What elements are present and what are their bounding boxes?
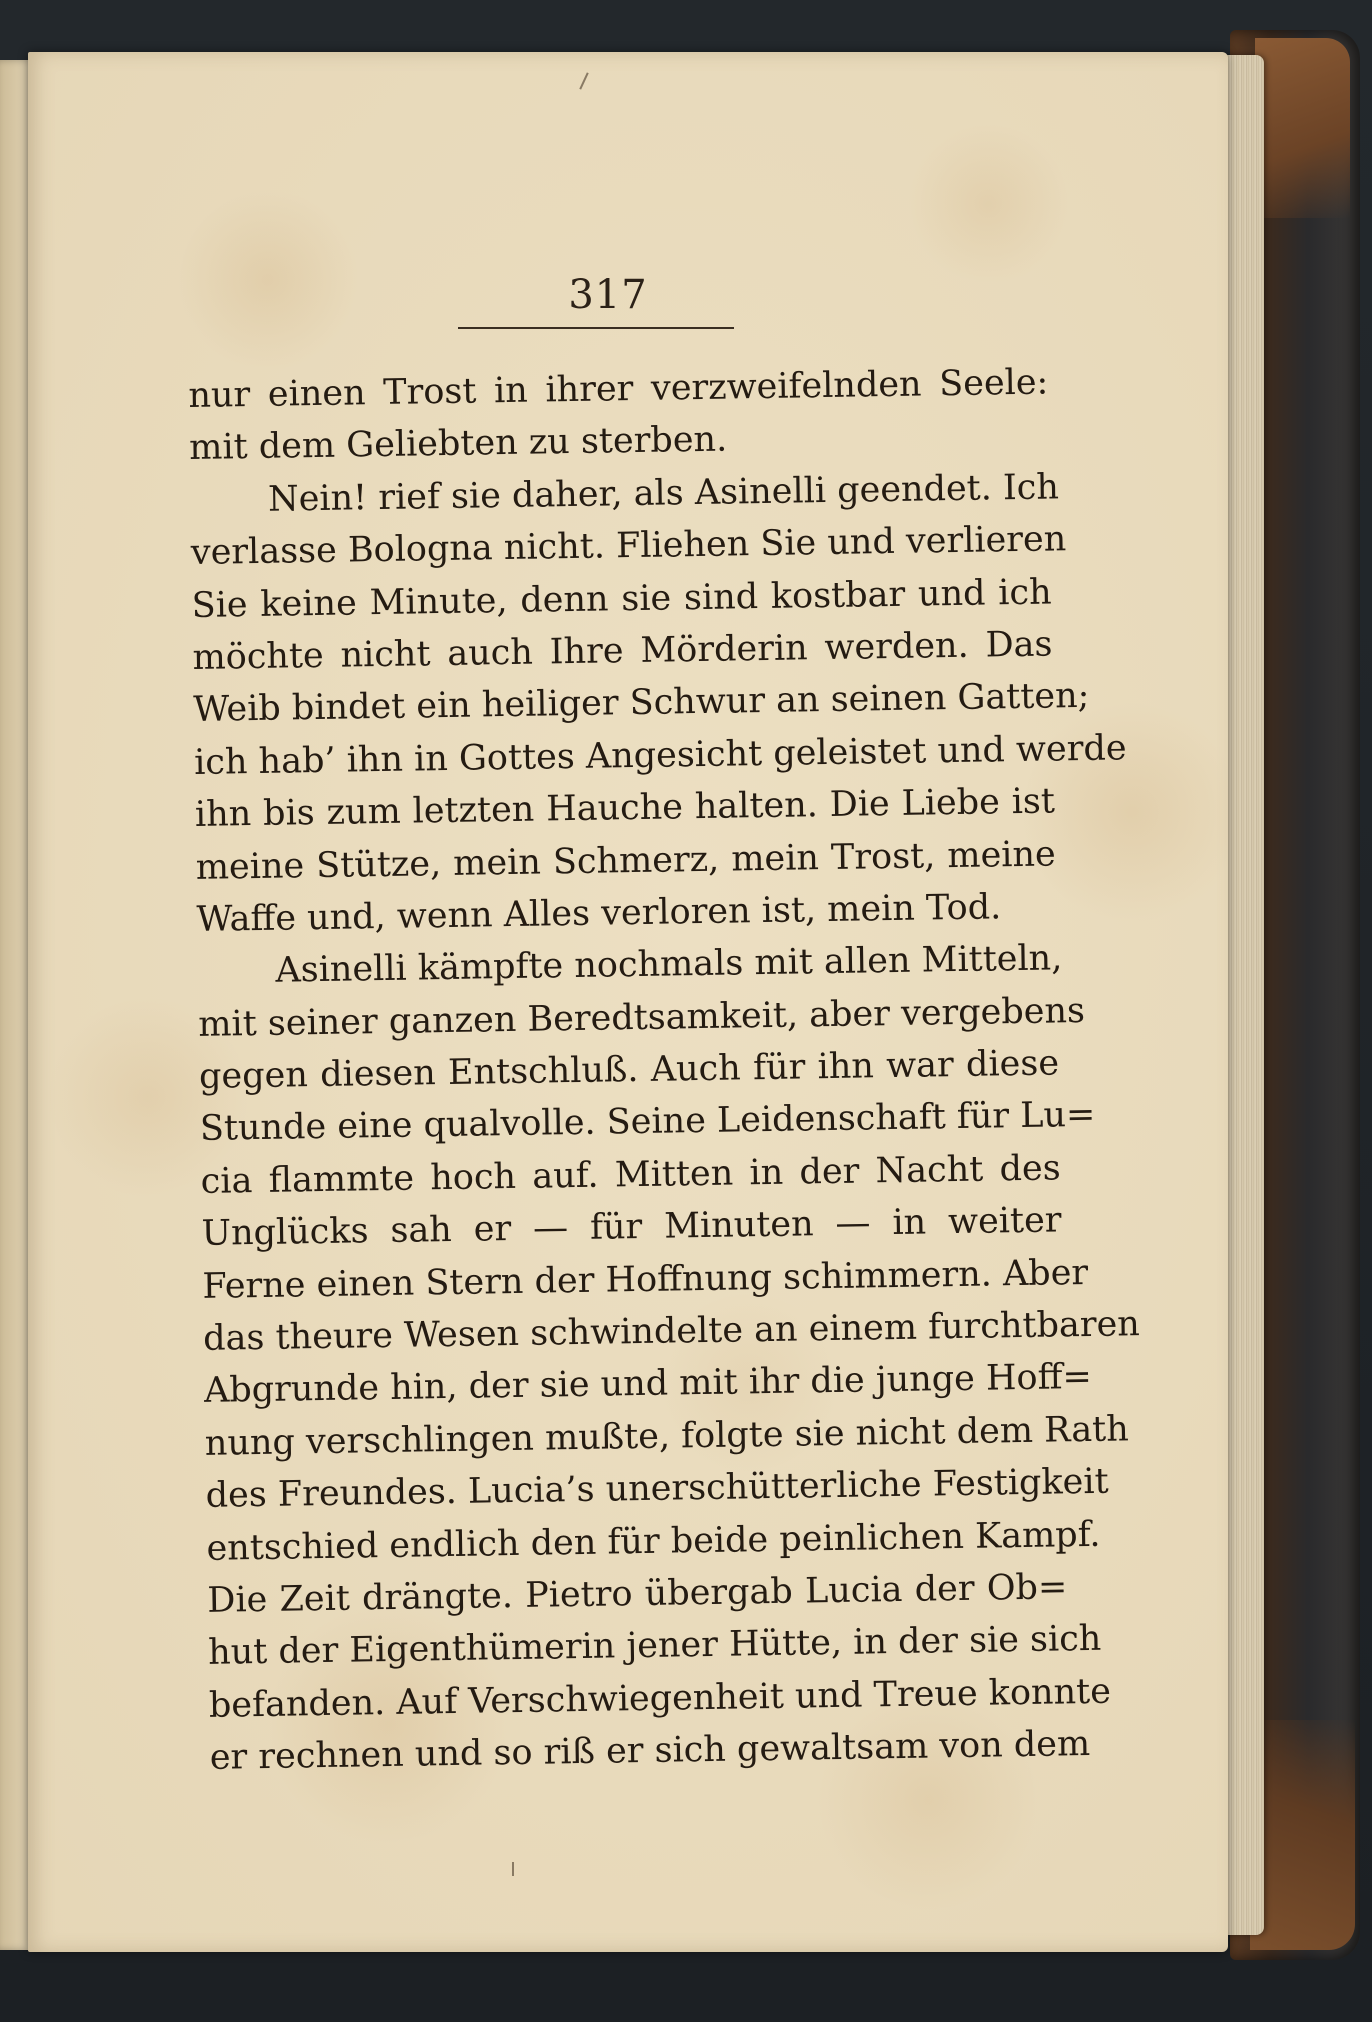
- text-line: Nein! rief sie daher, als Asinelli geendet. Ich: [267, 467, 1060, 520]
- text-line: entschied endlich den für beide peinlichen Kampf.: [206, 1514, 1101, 1569]
- paper-mark: [579, 72, 588, 89]
- text-line: Asinelli kämpfte nochmals mit allen Mitteln,: [275, 938, 1063, 991]
- text-line: nung verschlingen mußte, folgte sie nicht dem Rath: [204, 1409, 1130, 1464]
- text-line: Die Zeit drängte. Pietro übergab Lucia der Ob=: [207, 1567, 1068, 1621]
- text-line: das theure Wesen schwindelte an einem furchtbaren: [202, 1304, 1141, 1359]
- text-line: mit seiner ganzen Beredtsamkeit, aber vergebens: [197, 990, 1086, 1045]
- paper-mark: [512, 1862, 514, 1876]
- text-line: ihn bis zum letzten Hauche halten. Die Liebe ist: [194, 781, 1056, 836]
- text-line: Waffe und, wenn Alles verloren ist, mein Tod.: [196, 887, 1002, 940]
- text-line: mit dem Geliebten zu sterben.: [188, 419, 728, 469]
- text-line: Stunde eine qualvolle. Seine Leidenschaft für Lu=: [199, 1095, 1096, 1150]
- text-line: Unglücks sah er — für Minuten — in weiter: [201, 1200, 1062, 1255]
- page-number: 317: [568, 272, 648, 318]
- text-line: nur einen Trost in ihrer verzweifelnden Seele:: [188, 362, 1049, 416]
- text-line: Abgrunde hin, der sie und mit ihr die junge Hoff=: [203, 1357, 1093, 1412]
- text-line: er rechnen und so riß er sich gewaltsam von dem: [209, 1724, 1091, 1778]
- text-line: Weib bindet ein heiliger Schwur an seinen Gatten;: [193, 676, 1090, 731]
- text-line: gegen diesen Entschluß. Auch für ihn war diese: [198, 1043, 1060, 1097]
- text-line: ich hab’ ihn in Gottes Angesicht geleistet und werde: [193, 728, 1127, 783]
- text-line: Sie keine Minute, denn sie sind kostbar und ich: [191, 572, 1052, 626]
- text-line: cia flammte hoch auf. Mitten in der Nacht des: [200, 1148, 1061, 1202]
- text-line: Ferne einen Stern der Hoffnung schimmern. Aber: [202, 1252, 1089, 1307]
- text-line: verlasse Bologna nicht. Fliehen Sie und verlieren: [190, 519, 1067, 574]
- page-edges: [1222, 55, 1264, 1935]
- text-line: möchte nicht auch Ihre Mörderin werden. Das: [192, 624, 1053, 678]
- cover-corner-top: [1255, 38, 1350, 218]
- cover-corner-bottom: [1250, 1720, 1355, 1950]
- body-text: [188, 356, 1141, 1784]
- text-line: befanden. Auf Verschwiegenheit und Treue konnte: [208, 1671, 1112, 1726]
- text-line: hut der Eigenthümerin jener Hütte, in der sie sich: [207, 1619, 1102, 1674]
- book-page: [28, 52, 1228, 1952]
- header-rule: [458, 327, 734, 329]
- text-line: meine Stütze, mein Schmerz, mein Trost, meine: [195, 833, 1057, 888]
- text-line: des Freundes. Lucia’s unerschütterliche Festigkeit: [205, 1461, 1109, 1517]
